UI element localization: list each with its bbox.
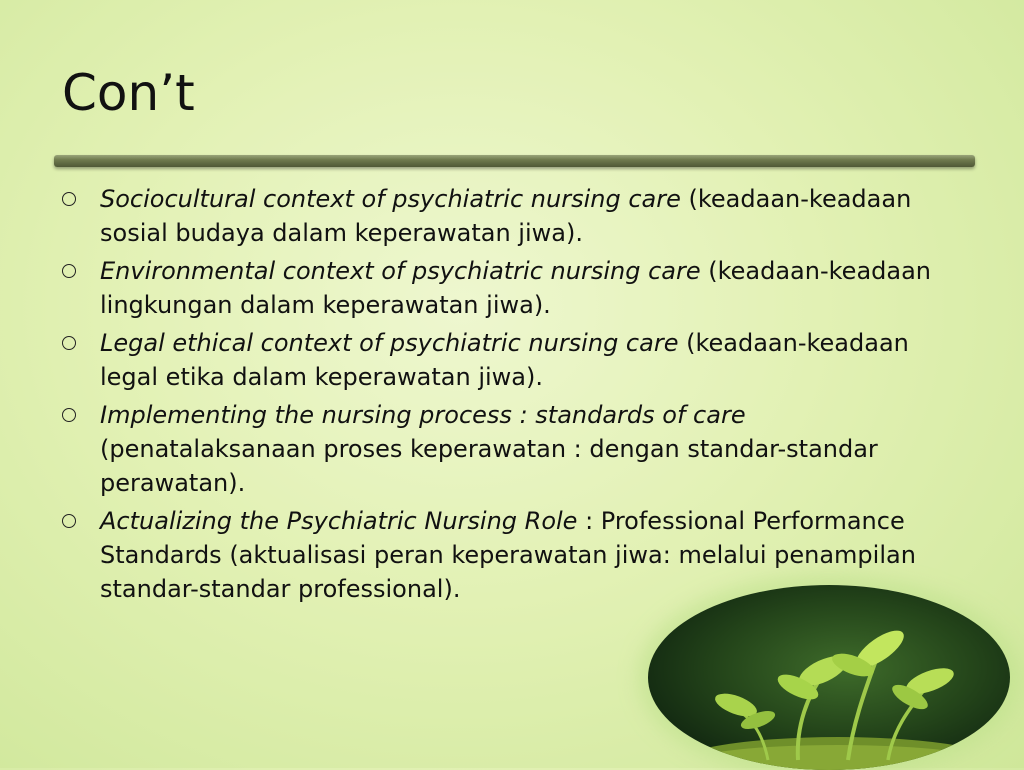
seedling-icon	[648, 585, 1010, 770]
bullet-term: Environmental context of psychiatric nursing care	[100, 257, 701, 285]
bullet-text: (keadaan-keadaan sosial budaya dalam keperawatan jiwa).	[100, 185, 912, 247]
list-item	[62, 182, 962, 250]
circle-bullet-icon	[62, 408, 76, 422]
bullet-list	[62, 182, 962, 610]
circle-bullet-icon	[62, 336, 76, 350]
bullet-term: Sociocultural context of psychiatric nursing care	[100, 185, 681, 213]
title-divider-bar	[54, 155, 975, 167]
list-item	[62, 326, 962, 394]
circle-bullet-icon	[62, 514, 76, 528]
bullet-term: Implementing the nursing process : standards of care	[100, 401, 746, 429]
circle-bullet-icon	[62, 264, 76, 278]
seedling-plant-image	[648, 585, 1010, 770]
bullet-text: : Professional Performance Standards (aktualisasi peran keperawatan jiwa: melalui penampilan standar-standar professional).	[100, 507, 916, 603]
bullet-term: Legal ethical context of psychiatric nursing care	[100, 329, 679, 357]
circle-bullet-icon	[62, 192, 76, 206]
bullet-text: (keadaan-keadaan lingkungan dalam keperawatan jiwa).	[100, 257, 932, 319]
bullet-text: (penatalaksanaan proses keperawatan : dengan standar-standar perawatan).	[100, 435, 878, 497]
bullet-term: Actualizing the Psychiatric Nursing Role	[100, 507, 578, 535]
bullet-text: (keadaan-keadaan legal etika dalam keperawatan jiwa).	[100, 329, 909, 391]
list-item	[62, 398, 962, 500]
list-item	[62, 254, 962, 322]
slide-title: Con’t	[62, 64, 195, 122]
